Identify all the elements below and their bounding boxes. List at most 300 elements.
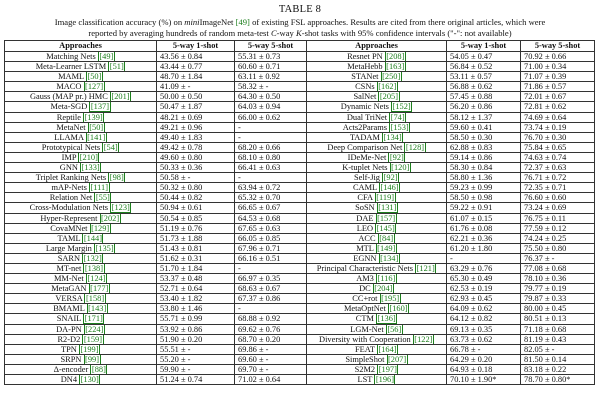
citation-link[interactable]: [131]	[378, 203, 397, 213]
citation-link[interactable]: [138]	[84, 263, 104, 273]
accuracy-value: 51.62 ± 0.31	[160, 253, 203, 263]
accuracy-value: 51.90 ± 0.20	[160, 334, 203, 344]
five-shot-right	[521, 274, 595, 284]
accuracy-value: 58.50 ± 0.30	[450, 132, 493, 142]
five-shot-right	[521, 354, 595, 364]
citation-link[interactable]: [136]	[377, 314, 396, 324]
approach-name-right	[307, 375, 447, 385]
citation-link[interactable]: [134]	[380, 253, 399, 263]
citation-link[interactable]: [199]	[80, 344, 99, 354]
table-row	[5, 314, 595, 324]
citation-link[interactable]: [205]	[379, 92, 399, 102]
five-shot-left	[235, 112, 307, 122]
one-shot-right	[447, 375, 521, 385]
accuracy-table	[4, 40, 595, 385]
accuracy-value: 63.73 ± 0.62	[450, 334, 493, 344]
accuracy-value: 51.43 ± 0.81	[160, 243, 203, 253]
five-shot-left	[235, 122, 307, 132]
one-shot-right	[447, 324, 521, 334]
citation-link[interactable]: [197]	[378, 364, 397, 374]
accuracy-value: 79.87 ± 0.33	[524, 294, 567, 304]
approach-name-right	[307, 314, 447, 324]
accuracy-value: 71.86 ± 0.57	[524, 82, 567, 92]
approach-label: AM3	[356, 274, 374, 284]
table-row	[5, 233, 595, 243]
approach-label: Large Margin	[45, 243, 92, 253]
citation-link[interactable]: [144]	[83, 233, 102, 243]
accuracy-value: 61.07 ± 0.15	[450, 213, 493, 223]
citation-link[interactable]: [92]	[383, 173, 398, 183]
approach-label: MTL	[356, 243, 374, 253]
five-shot-right	[521, 294, 595, 304]
citation-link[interactable]: [177]	[90, 284, 109, 294]
approach-label: ACC	[358, 233, 376, 243]
caption-k-symbol: K	[296, 27, 302, 38]
citation-link[interactable]: [98]	[109, 173, 124, 183]
approach-name-right	[307, 183, 447, 193]
accuracy-value: 67.96 ± 0.71	[238, 243, 281, 253]
citation-link[interactable]: [111]	[90, 183, 108, 193]
approach-label: MetaOptNet	[343, 304, 386, 314]
accuracy-value: 53.11 ± 0.57	[450, 72, 492, 82]
one-shot-right	[447, 304, 521, 314]
one-shot-right	[447, 253, 521, 263]
accuracy-value: 71.07 ± 0.39	[524, 72, 567, 82]
accuracy-value: 63.94 ± 0.72	[238, 183, 281, 193]
citation-link[interactable]: [158]	[85, 294, 105, 304]
one-shot-left	[157, 92, 235, 102]
five-shot-right	[521, 152, 595, 162]
one-shot-left	[157, 274, 235, 284]
header-5shot-left: 5-way 5-shot	[235, 41, 307, 52]
table-row	[5, 92, 595, 102]
approach-name-right	[307, 354, 447, 364]
citation-link[interactable]: [149]	[377, 243, 396, 253]
accuracy-value: 52.71 ± 0.64	[160, 284, 203, 294]
five-shot-left	[235, 263, 307, 273]
one-shot-left	[157, 263, 235, 273]
accuracy-value: 64.09 ± 0.62	[450, 304, 493, 314]
citation-link[interactable]: [139]	[84, 112, 103, 122]
approach-name-left	[5, 183, 157, 193]
approach-label: LGM-Net	[350, 324, 384, 334]
one-shot-right	[447, 274, 521, 284]
accuracy-value: -	[238, 304, 241, 314]
accuracy-value: 50.00 ± 0.50	[160, 92, 203, 102]
one-shot-left	[157, 112, 235, 122]
citation-link[interactable]: [88]	[91, 364, 106, 374]
header-5shot-right: 5-way 5-shot	[521, 41, 595, 52]
table-row	[5, 102, 595, 112]
accuracy-value: 75.84 ± 0.65	[524, 142, 567, 152]
header-1shot-right: 5-way 1-shot	[447, 41, 521, 52]
one-shot-right	[447, 72, 521, 82]
table-row	[5, 183, 595, 193]
five-shot-right	[521, 364, 595, 374]
one-shot-right	[447, 102, 521, 112]
accuracy-value: 58.30 ± 0.84	[450, 163, 493, 173]
five-shot-left	[235, 274, 307, 284]
citation-link[interactable]: [119]	[376, 193, 395, 203]
accuracy-value: 75.50 ± 0.80	[524, 243, 567, 253]
approach-name-right	[307, 284, 447, 294]
approach-name-left	[5, 213, 157, 223]
citation-link[interactable]: [171]	[84, 314, 103, 324]
accuracy-value: 76.70 ± 0.30	[524, 132, 567, 142]
approach-label: SimpleShot	[345, 354, 385, 364]
five-shot-right	[521, 243, 595, 253]
five-shot-right	[521, 233, 595, 243]
approach-label: LEO	[356, 223, 374, 233]
approach-name-right	[307, 122, 447, 132]
citation-link[interactable]: [210]	[79, 152, 98, 162]
citation-link[interactable]: [51]	[109, 62, 124, 72]
table-row	[5, 263, 595, 273]
citation-link[interactable]: [224]	[85, 324, 104, 334]
citation-link[interactable]: [132]	[83, 253, 102, 263]
approach-name-right	[307, 253, 447, 263]
one-shot-right	[447, 122, 521, 132]
accuracy-value: 77.08 ± 0.68	[524, 263, 567, 273]
five-shot-right	[521, 203, 595, 213]
accuracy-value: 50.47 ± 1.87	[160, 102, 203, 112]
approach-name-right	[307, 112, 447, 122]
approach-label: CFA	[357, 193, 373, 203]
accuracy-value: 56.88 ± 0.62	[450, 82, 493, 92]
one-shot-right	[447, 183, 521, 193]
citation-link[interactable]: [195]	[381, 294, 400, 304]
accuracy-value: -	[238, 173, 241, 183]
citation-link[interactable]: [121]	[416, 263, 435, 273]
citation-link[interactable]: [153]	[390, 122, 409, 132]
accuracy-value: 72.37 ± 0.63	[524, 163, 567, 173]
one-shot-left	[157, 132, 235, 142]
approach-label: CSNs	[355, 82, 375, 92]
accuracy-value: 49.42 ± 0.78	[160, 142, 203, 152]
table-row	[5, 304, 595, 314]
citation-link[interactable]: [128]	[405, 142, 425, 152]
accuracy-value: 43.44 ± 0.77	[160, 62, 203, 72]
accuracy-value: 66.97 ± 0.35	[238, 274, 281, 284]
accuracy-value: 69.70 ± -	[238, 364, 269, 374]
approach-label: K-tuplet Nets	[342, 163, 388, 173]
accuracy-value: 48.70 ± 1.84	[160, 72, 203, 82]
accuracy-value: 72.81 ± 0.62	[524, 102, 567, 112]
citation-link[interactable]: [146]	[380, 183, 399, 193]
five-shot-right	[521, 82, 595, 92]
citation-link[interactable]: [55]	[95, 193, 110, 203]
citation-link[interactable]: [134]	[383, 132, 402, 142]
citation-link[interactable]: [201]	[111, 92, 130, 102]
five-shot-left	[235, 314, 307, 324]
approach-name-left	[5, 173, 157, 183]
five-shot-left	[235, 334, 307, 344]
table-row	[5, 203, 595, 213]
accuracy-value: 81.19 ± 0.43	[524, 334, 567, 344]
approach-name-left	[5, 152, 157, 162]
citation-link[interactable]: [92]	[389, 152, 404, 162]
citation-link[interactable]: [54]	[103, 142, 118, 152]
table-body	[5, 52, 595, 385]
one-shot-left	[157, 324, 235, 334]
five-shot-right	[521, 62, 595, 72]
citation-link[interactable]: [129]	[91, 223, 110, 233]
accuracy-value: 64.29 ± 0.20	[450, 354, 493, 364]
accuracy-value: 53.37 ± 0.48	[160, 274, 203, 284]
one-shot-left	[157, 82, 235, 92]
one-shot-left	[157, 253, 235, 263]
approach-name-right	[307, 132, 447, 142]
accuracy-value: 65.30 ± 0.49	[450, 274, 493, 284]
approach-label: Deep Comparison Net	[327, 142, 403, 152]
accuracy-value: 74.69 ± 0.64	[524, 112, 567, 122]
table-title: TABLE 8	[278, 4, 322, 15]
header-approaches-right: Approaches	[307, 41, 447, 52]
five-shot-left	[235, 344, 307, 354]
citation-link[interactable]: [135]	[95, 243, 114, 253]
citation-link[interactable]: [74]	[390, 112, 405, 122]
accuracy-value: 59.90 ± -	[160, 364, 191, 374]
five-shot-right	[521, 314, 595, 324]
one-shot-left	[157, 193, 235, 203]
approach-name-right	[307, 294, 447, 304]
approach-label: VERSA	[55, 294, 83, 304]
accuracy-value: 59.60 ± 0.41	[450, 122, 493, 132]
accuracy-value: 50.54 ± 0.85	[160, 213, 203, 223]
accuracy-value: 58.12 ± 1.37	[450, 112, 493, 122]
accuracy-value: 64.03 ± 0.94	[238, 102, 281, 112]
accuracy-value: 70.92 ± 0.66	[524, 52, 567, 61]
caption-citation[interactable]: [49]	[235, 17, 250, 27]
one-shot-right	[447, 233, 521, 243]
citation-link[interactable]: [124]	[87, 274, 106, 284]
table-row	[5, 294, 595, 304]
one-shot-left	[157, 163, 235, 173]
one-shot-left	[157, 344, 235, 354]
approach-name-right	[307, 344, 447, 354]
approach-name-right	[307, 213, 447, 223]
table-row	[5, 112, 595, 122]
approach-label: R2-D2	[57, 334, 81, 344]
approach-label: Δ-encoder	[53, 364, 89, 374]
accuracy-value: 79.77 ± 0.19	[524, 284, 567, 294]
approach-name-left	[5, 82, 157, 92]
five-shot-left	[235, 203, 307, 213]
one-shot-right	[447, 314, 521, 324]
approach-name-left	[5, 364, 157, 374]
citation-link[interactable]: [208]	[386, 52, 405, 61]
accuracy-value: 83.18 ± 0.22	[524, 364, 567, 374]
citation-link[interactable]: [160]	[389, 304, 408, 314]
approach-label: MAML	[58, 72, 84, 82]
one-shot-left	[157, 52, 235, 62]
citation-link[interactable]: [120]	[391, 163, 410, 173]
approach-name-right	[307, 334, 447, 344]
caption-dataset-prefix: mini	[184, 17, 200, 27]
five-shot-right	[521, 163, 595, 173]
accuracy-value: 68.70 ± 0.20	[238, 334, 281, 344]
citation-link[interactable]: [50]	[87, 72, 102, 82]
accuracy-value: 66.00 ± 0.62	[238, 112, 281, 122]
citation-link[interactable]: [141]	[87, 132, 106, 142]
citation-link[interactable]: [196]	[375, 375, 394, 384]
approach-name-right	[307, 62, 447, 72]
five-shot-left	[235, 223, 307, 233]
accuracy-value: 73.24 ± 0.69	[524, 203, 567, 213]
accuracy-value: 51.70 ± 1.84	[160, 263, 203, 273]
citation-link[interactable]: [145]	[376, 223, 395, 233]
approach-name-right	[307, 304, 447, 314]
one-shot-right	[447, 263, 521, 273]
approach-label: MetaNet	[56, 122, 86, 132]
accuracy-value: 76.75 ± 0.11	[524, 213, 566, 223]
five-shot-right	[521, 304, 595, 314]
approach-name-left	[5, 203, 157, 213]
one-shot-right	[447, 344, 521, 354]
accuracy-value: 74.63 ± 0.74	[524, 152, 567, 162]
citation-link[interactable]: [162]	[378, 82, 397, 92]
table-row	[5, 163, 595, 173]
accuracy-value: 55.31 ± 0.73	[238, 52, 281, 61]
approach-label: Matching Nets	[46, 52, 96, 61]
approach-name-left	[5, 102, 157, 112]
approach-label: IMP	[61, 152, 77, 162]
one-shot-left	[157, 152, 235, 162]
citation-link[interactable]: [250]	[382, 72, 401, 82]
five-shot-left	[235, 304, 307, 314]
citation-link[interactable]: [56]	[387, 324, 402, 334]
citation-link[interactable]: [202]	[101, 213, 120, 223]
five-shot-left	[235, 72, 307, 82]
one-shot-right	[447, 132, 521, 142]
approach-name-right	[307, 324, 447, 334]
one-shot-left	[157, 304, 235, 314]
five-shot-left	[235, 152, 307, 162]
accuracy-value: 69.86 ± -	[238, 344, 269, 354]
accuracy-value: 69.60 ± -	[238, 354, 269, 364]
approach-name-left	[5, 314, 157, 324]
approach-name-right	[307, 82, 447, 92]
accuracy-value: 71.00 ± 0.34	[524, 62, 567, 72]
citation-link[interactable]: [84]	[379, 233, 394, 243]
approach-name-right	[307, 142, 447, 152]
approach-label: S2M2	[354, 364, 376, 374]
one-shot-right	[447, 193, 521, 203]
five-shot-right	[521, 92, 595, 102]
citation-link[interactable]: [204]	[374, 284, 393, 294]
five-shot-right	[521, 112, 595, 122]
one-shot-right	[447, 52, 521, 62]
citation-link[interactable]: [50]	[89, 122, 104, 132]
one-shot-left	[157, 243, 235, 253]
approach-name-right	[307, 193, 447, 203]
one-shot-left	[157, 354, 235, 364]
accuracy-value: 50.44 ± 0.82	[160, 193, 203, 203]
approach-name-right	[307, 263, 447, 273]
five-shot-left	[235, 364, 307, 374]
one-shot-left	[157, 213, 235, 223]
table-row	[5, 152, 595, 162]
approach-label: CAML	[352, 183, 377, 193]
approach-label: LST	[357, 375, 373, 384]
citation-link[interactable]: [133]	[81, 163, 100, 173]
citation-link[interactable]: [122]	[414, 334, 433, 344]
accuracy-value: 64.53 ± 0.68	[238, 213, 281, 223]
approach-name-right	[307, 163, 447, 173]
accuracy-value: 66.78 ± -	[450, 344, 481, 354]
approach-label: DN4	[60, 375, 78, 384]
approach-name-left	[5, 294, 157, 304]
five-shot-left	[235, 163, 307, 173]
approach-name-left	[5, 112, 157, 122]
citation-link[interactable]: [157]	[377, 213, 396, 223]
one-shot-right	[447, 142, 521, 152]
citation-link[interactable]: [164]	[378, 344, 397, 354]
one-shot-right	[447, 294, 521, 304]
citation-link[interactable]: [49]	[99, 52, 114, 61]
citation-link[interactable]: [152]	[392, 102, 411, 112]
five-shot-right	[521, 324, 595, 334]
table-row	[5, 344, 595, 354]
one-shot-left	[157, 223, 235, 233]
accuracy-value: -	[238, 132, 241, 142]
approach-label: Relation Net	[49, 193, 93, 203]
citation-link[interactable]: [99]	[85, 354, 99, 364]
accuracy-value: 41.09 ± -	[160, 82, 191, 92]
five-shot-left	[235, 253, 307, 263]
five-shot-left	[235, 142, 307, 152]
approach-name-right	[307, 223, 447, 233]
accuracy-value: 50.33 ± 0.36	[160, 163, 203, 173]
citation-link[interactable]: [207]	[388, 354, 407, 364]
accuracy-value: 50.58 ± -	[160, 173, 191, 183]
accuracy-value: 78.10 ± 0.36	[524, 274, 567, 284]
table-row	[5, 62, 595, 72]
citation-link[interactable]: [137]	[90, 102, 109, 112]
citation-link[interactable]: [116]	[377, 274, 396, 284]
citation-link[interactable]: [163]	[386, 62, 405, 72]
approach-label: MetaGAN	[51, 284, 87, 294]
approach-name-left	[5, 132, 157, 142]
citation-link[interactable]: [127]	[85, 82, 104, 92]
accuracy-value: 55.71 ± 0.99	[160, 314, 203, 324]
accuracy-value: 68.63 ± 0.67	[238, 284, 281, 294]
citation-link[interactable]: [123]	[111, 203, 130, 213]
approach-name-left	[5, 263, 157, 273]
approach-label: Gauss (MAP pr.) HMC	[29, 92, 108, 102]
approach-label: TPN	[60, 344, 77, 354]
one-shot-left	[157, 294, 235, 304]
approach-name-left	[5, 142, 157, 152]
one-shot-right	[447, 82, 521, 92]
citation-link[interactable]: [130]	[80, 375, 99, 384]
approach-label: BMAML	[53, 304, 85, 314]
approach-name-left	[5, 72, 157, 82]
accuracy-value: 56.84 ± 0.52	[450, 62, 493, 72]
approach-name-left	[5, 375, 157, 385]
approach-name-left	[5, 52, 157, 62]
approach-name-left	[5, 284, 157, 294]
citation-link[interactable]: [143]	[88, 304, 107, 314]
accuracy-value: 76.37 ± -	[524, 253, 555, 263]
citation-link[interactable]: [159]	[83, 334, 103, 344]
accuracy-value: 49.21 ± 0.96	[160, 122, 203, 132]
accuracy-value: 55.20 ± -	[160, 354, 191, 364]
five-shot-left	[235, 173, 307, 183]
one-shot-right	[447, 223, 521, 233]
caption-part-3: of existing FSL approaches. Results are cited from there original articles, which were	[249, 17, 546, 27]
approach-label: DAE	[356, 213, 374, 223]
